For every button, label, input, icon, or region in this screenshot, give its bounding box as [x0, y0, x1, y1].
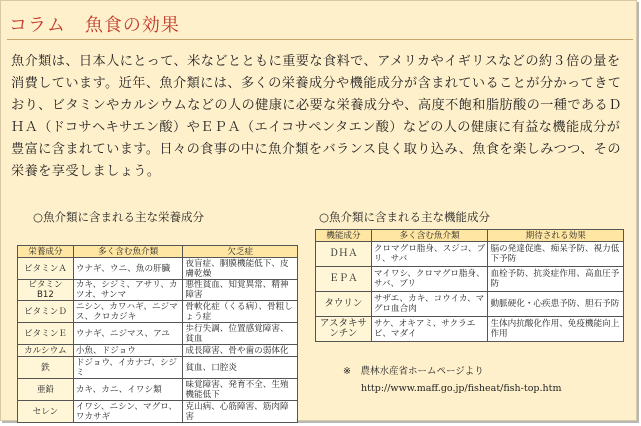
column-header: 栄養成分	[18, 246, 74, 258]
component-sources: サケ、オキアミ、サクラエビ、マダイ	[371, 317, 488, 342]
nutrient-sources: ウナギ、ニジマス、アユ	[73, 323, 183, 345]
nutrient-deficiency: 歩行失調、位置感覚障害、貧血	[183, 323, 298, 345]
column-body: 魚介類は、日本人にとって、米などとともに重要な食料で、アメリカやイギリスなどの約３倍の量を消費しています。近年、魚介類には、多くの栄養成分や機能成分が含まれていることが分かってきており、ビタミンやカルシウムなどの人の健康に必要な栄養成分や、高度不飽和脂肪酸の一種であるＤＨＡ（ドコサヘキサエン酸）やＥＰＡ（エイコサペンタエン酸）などの人の健康に有益な機能成分が豊富に含まれています。日々の食事の中に魚介類をバランス良く取り込み、魚食を楽しみつつ、その栄養を享受しましょう。	[11, 54, 622, 179]
component-name: ＥＰＡ	[316, 267, 372, 292]
column-header: 多く含む魚介類	[73, 246, 183, 258]
nutrient-name: ビタミンＤ	[18, 301, 74, 323]
table-row	[18, 379, 298, 401]
source-note: ※ 農林水産省ホームページより	[343, 366, 484, 377]
component-sources: クロマグロ脂身、スジコ、ブリ、サバ	[371, 242, 488, 267]
functional-heading: ○魚介類に含まれる主な機能成分	[319, 210, 491, 224]
title-divider	[7, 39, 633, 40]
table-row	[18, 401, 298, 423]
functional-table	[315, 229, 624, 342]
nutrient-deficiency: 夜盲症、胴膜機能低下、皮膚乾燥	[183, 258, 298, 280]
nutrient-sources: カキ、シジミ、アサリ、カツオ、サンマ	[73, 280, 183, 301]
column-header: 期待される効果	[488, 230, 624, 242]
nutrient-deficiency: 骨軟化症（くる病）、骨粗しょう症	[183, 301, 298, 323]
nutrient-deficiency: 貧血、口腔炎	[183, 357, 298, 379]
nutrient-deficiency: 味覚障害、発育不全、生殖機能低下	[183, 379, 298, 401]
column-header: 欠乏症	[183, 246, 298, 258]
component-effects: 血栓予防、抗炎症作用、高血圧予防	[488, 267, 624, 292]
nutrient-name: カルシウム	[18, 345, 74, 357]
nutrient-name: セレン	[18, 401, 74, 423]
source-url: http://www.maff.go.jp/fisheat/fish-top.htm	[361, 383, 562, 394]
component-effects: 脳の発達促進、痴呆予防、視力低下予防	[488, 242, 624, 267]
nutrient-name: ビタミンB12	[18, 280, 74, 301]
nutrient-deficiency: 悪性貧血、知覚異常、精神障害	[183, 280, 298, 301]
table-row	[18, 301, 298, 323]
column-header: 機能成分	[316, 230, 372, 242]
nutrient-deficiency: 成長障害、骨や歯の弱体化	[183, 345, 298, 357]
table-row	[18, 357, 298, 379]
nutrient-deficiency: 克山病、心筋障害、筋肉障害	[183, 401, 298, 423]
table-row	[316, 292, 624, 317]
table-row	[316, 317, 624, 342]
nutrient-sources: イワシ、ニシン、マグロ、ワカサギ	[73, 401, 183, 423]
nutrient-name: ビタミンＡ	[18, 258, 74, 280]
table-row	[18, 345, 298, 357]
table-header-row	[18, 246, 298, 258]
table-row	[18, 258, 298, 280]
table-row	[18, 323, 298, 345]
component-name: アスタキサンチン	[316, 317, 372, 342]
component-sources: サザエ、カキ、コウイカ、マグロ血合肉	[371, 292, 488, 317]
column-header: 多く含む魚介類	[371, 230, 488, 242]
component-sources: マイワシ、クロマグロ脂身、サバ、ブリ	[371, 267, 488, 292]
component-effects: 生体内抗酸化作用、免疫機能向上作用	[488, 317, 624, 342]
nutrient-sources: ニシン、カワハギ、ニジマス、クロカジキ	[73, 301, 183, 323]
table-header-row	[316, 230, 624, 242]
table-row	[316, 267, 624, 292]
nutrient-sources: カキ、カニ、イワシ類	[73, 379, 183, 401]
nutrition-heading: ○魚介類に含まれる主な栄養成分	[33, 210, 205, 224]
component-name: タウリン	[316, 292, 372, 317]
component-effects: 動脈硬化・心疾患予防、胆石予防	[488, 292, 624, 317]
nutrition-table	[17, 245, 298, 423]
nutrient-name: 亜鉛	[18, 379, 74, 401]
table-row	[18, 280, 298, 301]
table-row	[316, 242, 624, 267]
column-title: コラム 魚食の効果	[9, 15, 180, 36]
nutrient-sources: ウナギ、ウニ、魚の肝臓	[73, 258, 183, 280]
component-name: ＤＨＡ	[316, 242, 372, 267]
nutrient-name: 鉄	[18, 357, 74, 379]
nutrient-sources: 小魚、ドジョウ	[73, 345, 183, 357]
nutrient-sources: ドジョウ、イカナゴ、シジミ	[73, 357, 183, 379]
nutrient-name: ビタミンＥ	[18, 323, 74, 345]
